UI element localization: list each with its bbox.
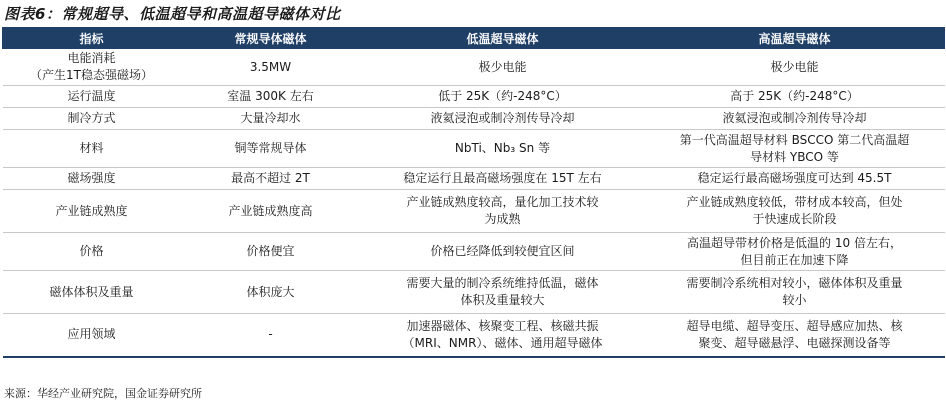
table-cell: 超导电缆、超导变压、超导感应加热、核 聚变、超导磁悬浮、电磁探测设备等 bbox=[645, 314, 945, 357]
table-cell: 液氦浸泡或制冷剂传导冷却 bbox=[361, 108, 645, 130]
column-header: 高温超导磁体 bbox=[645, 28, 945, 49]
comparison-table bbox=[2, 27, 945, 358]
row-label-cell: 磁场强度 bbox=[3, 168, 181, 190]
table-cell: 极少电能 bbox=[645, 49, 945, 86]
column-header: 常规导体磁体 bbox=[181, 28, 361, 49]
table-row bbox=[3, 233, 945, 271]
source-note: 来源：华经产业研究院，国金证券研究所 bbox=[4, 387, 202, 400]
table-row bbox=[3, 168, 945, 190]
row-label-cell: 制冷方式 bbox=[3, 108, 181, 130]
row-label-cell: 产业链成熟度 bbox=[3, 190, 181, 233]
table-cell: 产业链成熟度高 bbox=[181, 190, 361, 233]
table-cell: - bbox=[181, 314, 361, 357]
row-label-cell: 磁体体积及重量 bbox=[3, 271, 181, 314]
table-cell: NbTi、Nb₃ Sn 等 bbox=[361, 130, 645, 168]
table-header-row bbox=[3, 28, 945, 49]
table-cell: 价格已经降低到较便宜区间 bbox=[361, 233, 645, 271]
table-cell: 液氦浸泡或制冷剂传导冷却 bbox=[645, 108, 945, 130]
table-cell: 室温 300K 左右 bbox=[181, 86, 361, 108]
table-cell: 极少电能 bbox=[361, 49, 645, 86]
table-row bbox=[3, 271, 945, 314]
table-cell: 加速器磁体、核聚变工程、核磁共振 （MRI、NMR）、磁体、通用超导磁体 bbox=[361, 314, 645, 357]
row-label-cell: 应用领域 bbox=[3, 314, 181, 357]
table-row bbox=[3, 49, 945, 86]
table-row bbox=[3, 86, 945, 108]
table-cell: 稳定运行且最高磁场强度在 15T 左右 bbox=[361, 168, 645, 190]
table-cell: 价格便宜 bbox=[181, 233, 361, 271]
table-row bbox=[3, 108, 945, 130]
row-label-cell: 材料 bbox=[3, 130, 181, 168]
table-cell: 最高不超过 2T bbox=[181, 168, 361, 190]
row-label-cell: 运行温度 bbox=[3, 86, 181, 108]
table-cell: 第一代高温超导材料 BSCCO 第二代高温超 导材料 YBCO 等 bbox=[645, 130, 945, 168]
table-cell: 需要大量的制冷系统维持低温，磁体 体积及重量较大 bbox=[361, 271, 645, 314]
column-header: 指标 bbox=[3, 28, 181, 49]
table-cell: 高于 25K（约-248°C） bbox=[645, 86, 945, 108]
column-header: 低温超导磁体 bbox=[361, 28, 645, 49]
table-row bbox=[3, 130, 945, 168]
table-cell: 产业链成熟度较高，量化加工技术较 为成熟 bbox=[361, 190, 645, 233]
row-label-cell: 电能消耗 （产生1T稳态强磁场） bbox=[3, 49, 181, 86]
row-label-cell: 价格 bbox=[3, 233, 181, 271]
figure-title: 图表6：常规超导、低温超导和高温超导磁体对比 bbox=[4, 5, 341, 23]
table-cell: 产业链成熟度较低，带材成本较高，但处 于快速成长阶段 bbox=[645, 190, 945, 233]
table-cell: 高温超导带材价格是低温的 10 倍左右， 但目前正在加速下降 bbox=[645, 233, 945, 271]
table-cell: 稳定运行最高磁场强度可达到 45.5T bbox=[645, 168, 945, 190]
table-row bbox=[3, 314, 945, 357]
table-cell: 大量冷却水 bbox=[181, 108, 361, 130]
table-cell: 3.5MW bbox=[181, 49, 361, 86]
table-cell: 低于 25K（约-248°C） bbox=[361, 86, 645, 108]
table-cell: 铜等常规导体 bbox=[181, 130, 361, 168]
table-cell: 需要制冷系统相对较小，磁体体积及重量 较小 bbox=[645, 271, 945, 314]
table-row bbox=[3, 190, 945, 233]
table-cell: 体积庞大 bbox=[181, 271, 361, 314]
